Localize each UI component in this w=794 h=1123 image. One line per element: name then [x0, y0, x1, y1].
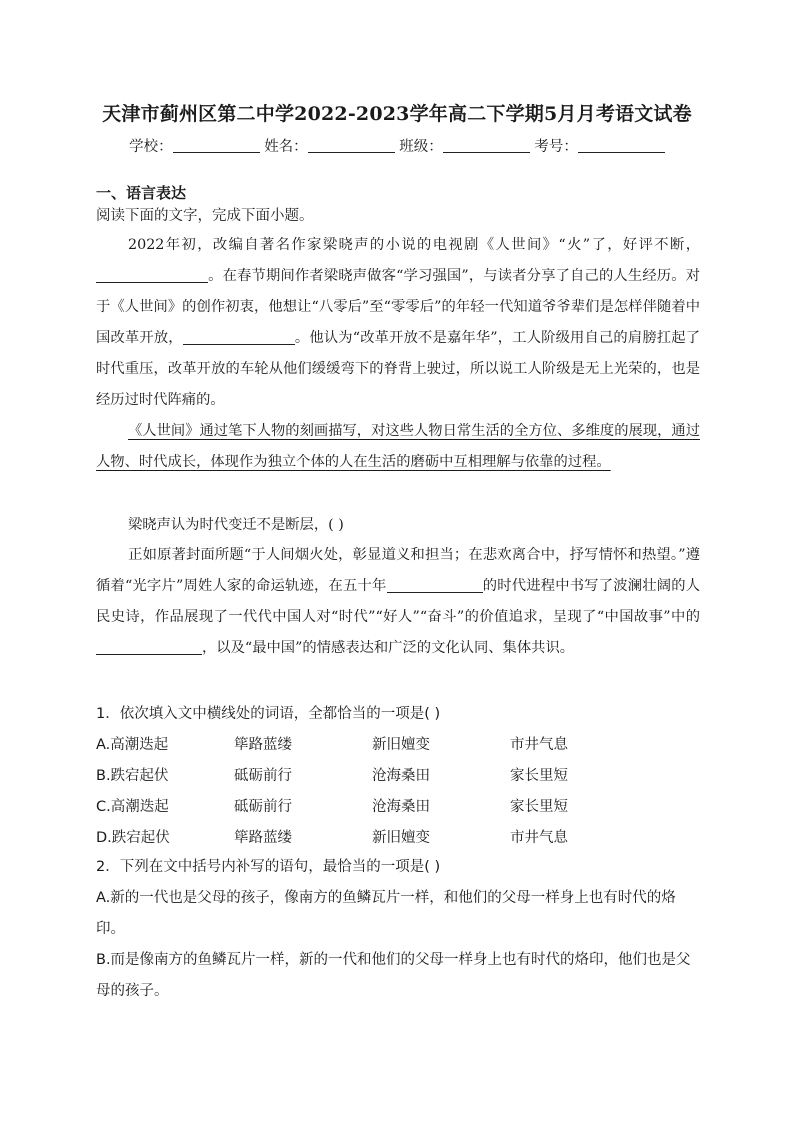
reading-instruction: 阅读下面的文字，完成下面小题。	[96, 208, 314, 224]
name-label: 姓名：	[264, 139, 308, 155]
option-row-b	[96, 761, 610, 792]
paragraph-text: 。在春节期间作者梁晓声做客“学习强国”，与读者分享了自己的人生经历。对于《人世间》的创作初衷，他想让“八零后”至“零零后”的年轻一代知道爷爷辈们是怎样伴随着中国改革开放，	[96, 268, 700, 346]
underlined-sentence: 《人世间》通过笔下人物的刻画描写，对这些人物日常生活的全方位、多维度的展现，通过人物、时代成长，体现作为独立个体的人在生活的磨砺中互相理解与依靠的过程。	[96, 423, 700, 470]
school-field	[129, 135, 260, 156]
option-word: 筚路蓝缕	[234, 830, 292, 846]
paragraph-text: 。他认为“改革开放不是嘉年华”，工人阶级用自己的肩膀扛起了时代重压，改革开放的车轮从他们缓缓弯下的脊背上驶过，所以说工人阶级是无上光荣的，也是经历过时代阵痛的。	[96, 330, 701, 408]
option-word: 砥砺前行	[234, 799, 292, 815]
option-word: 砥砺前行	[234, 768, 292, 784]
student-info-line	[0, 135, 794, 156]
option-word: D.跌宕起伏	[96, 830, 170, 846]
exam-number-label: 考号：	[534, 139, 578, 155]
passage-paragraph-3	[96, 510, 700, 541]
question-1-stem: 1．依次填入文中横线处的词语，全都恰当的一项是( )	[96, 706, 441, 722]
option-word: 家长里短	[510, 799, 568, 815]
question-2-option-a: A.新的一代也是父母的孩子，像南方的鱼鳞瓦片一样，和他们的父母一样身上也有时代的烙印。	[96, 890, 676, 937]
passage-paragraph-4	[96, 540, 700, 664]
exam-title: 天津市蓟州区第二中学2022-2023学年高二下学期5月月考语文试卷	[102, 103, 692, 125]
question-2-option-b: B.而是像南方的鱼鳞瓦片一样，新的一代和他们的父母一样身上也有时代的烙印，他们也是父母的孩子。	[96, 952, 691, 999]
paragraph-text: 2022年初，改编自著名作家梁晓声的小说的电视剧《人世间》“火”了，好评不断，	[128, 237, 700, 253]
paragraph-text: 的时代进程中书写了波澜壮阔的人民史诗，作品展现了一代代中国人对“时代”“好人”“奋斗”的价值追求，呈现了“中国故事”中的	[96, 578, 701, 625]
option-word: 新旧嬗变	[372, 737, 430, 753]
option-word: 家长里短	[510, 768, 568, 784]
option-word: 筚路蓝缕	[234, 737, 292, 753]
option-row-a	[96, 730, 610, 761]
school-blank	[173, 138, 260, 153]
question-2-options	[96, 883, 700, 1007]
option-word: B.跌宕起伏	[96, 768, 169, 784]
class-label: 班级：	[399, 139, 443, 155]
option-word: 新旧嬗变	[372, 830, 430, 846]
option-row-d	[96, 823, 610, 854]
fill-blank-1	[96, 268, 208, 283]
paragraph-text: ，以及“最中国”的情感表达和广泛的文化认同、集体共识。	[202, 640, 575, 656]
option-word: C.高潮迭起	[96, 799, 169, 815]
passage-paragraph-2	[96, 416, 700, 478]
class-field	[399, 135, 530, 156]
school-label: 学校：	[129, 139, 173, 155]
option-row-c	[96, 792, 610, 823]
exam-number-blank	[578, 138, 665, 153]
passage-paragraph-1	[96, 230, 700, 416]
paragraph-text: 正如原著封面所题“于人间烟火处，彰显道义和担当；在悲欢离合中，抒写情怀和热望。”遵循着“光字片”周姓人家的命运轨迹，在五十年	[96, 547, 700, 594]
option-word: 市井气息	[510, 830, 568, 846]
class-blank	[443, 138, 530, 153]
name-blank	[308, 138, 395, 153]
option-word: 沧海桑田	[372, 799, 430, 815]
name-field	[264, 135, 395, 156]
fill-blank-2	[183, 330, 295, 345]
exam-number-field	[534, 135, 665, 156]
fill-blank-4	[96, 640, 202, 655]
fill-blank-3	[387, 578, 483, 593]
option-word: A.高潮迭起	[96, 737, 169, 753]
section-heading: 一、语言表达	[96, 184, 187, 202]
question-2-stem: 2．下列在文中括号内补写的语句，最恰当的一项是( )	[96, 859, 441, 875]
option-word: 市井气息	[510, 737, 568, 753]
option-word: 沧海桑田	[372, 768, 430, 784]
paragraph-text: 梁晓声认为时代变迁不是断层，( )	[128, 517, 344, 533]
question-1-options	[96, 730, 610, 854]
